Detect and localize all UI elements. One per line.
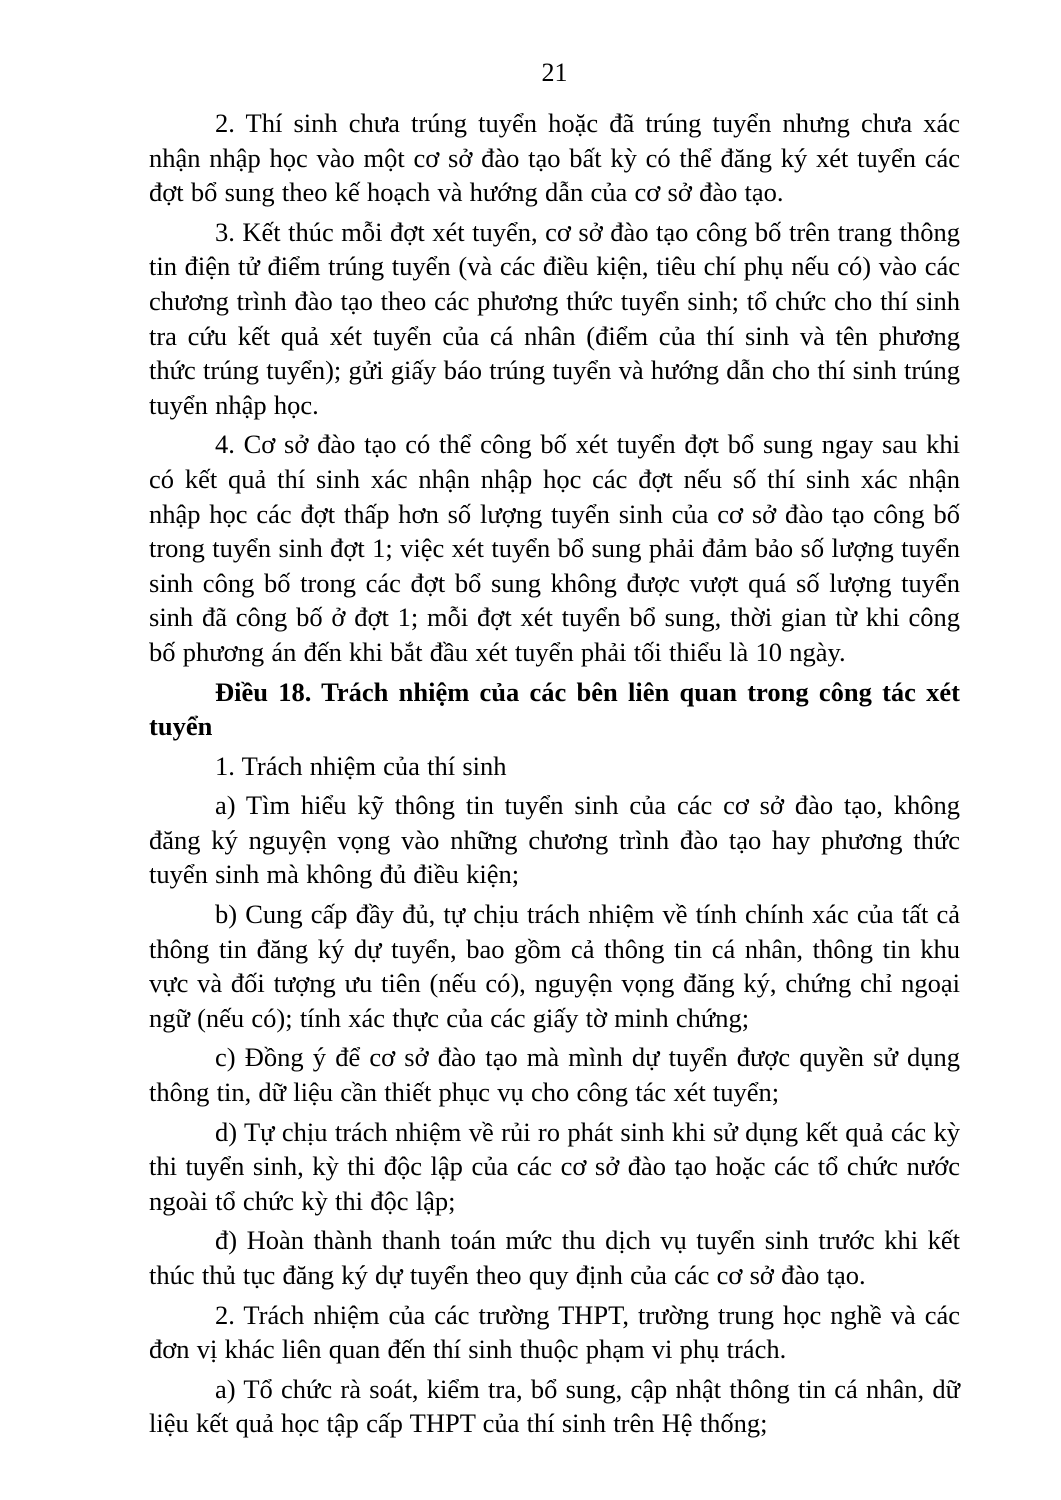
paragraph: a) Tổ chức rà soát, kiểm tra, bổ sung, cập nhật thông tin cá nhân, dữ liệu kết quả học tập cấp THPT của thí sinh trên Hệ thống; [149,1373,960,1439]
document-body [149,106,960,1441]
paragraph: c) Đồng ý để cơ sở đào tạo mà mình dự tuyển được quyền sử dụng thông tin, dữ liệu cần thiết phục vụ cho công tác xét tuyển; [149,1042,960,1108]
page-number: 21 [541,58,568,87]
paragraph: 4. Cơ sở đào tạo có thể công bố xét tuyển đợt bổ sung ngay sau khi có kết quả thí sinh xác nhận nhập học các đợt nếu số thí sinh xác nhận nhập học các đợt thấp hơn số lượng tuyển sinh của cơ sở đào tạo công bố trong tuyển sinh đợt 1; việc xét tuyển bổ sung phải đảm bảo số lượng tuyển sinh công bố trong các đợt bổ sung không được vượt quá số lượng tuyển sinh đã công bố ở đợt 1; mỗi đợt xét tuyển bổ sung, thời gian từ khi công bố phương án đến khi bắt đầu xét tuyển phải tối thiểu là 10 ngày. [149,429,960,667]
paragraph: đ) Hoàn thành thanh toán mức thu dịch vụ tuyển sinh trước khi kết thúc thủ tục đăng ký dự tuyển theo quy định của các cơ sở đào tạo. [149,1225,960,1290]
paragraph: 1. Trách nhiệm của thí sinh [215,750,507,781]
paragraph: b) Cung cấp đầy đủ, tự chịu trách nhiệm về tính chính xác của tất cả thông tin đăng ký dự tuyển, bao gồm cả thông tin cá nhân, thông tin khu vực và đối tượng ưu tiên (nếu có), nguyện vọng đăng ký, chứng chỉ ngoại ngữ (nếu có); tính xác thực của các giấy tờ minh chứng; [149,899,960,1033]
paragraph: 2. Trách nhiệm của các trường THPT, trường trung học nghề và các đơn vị khác liên quan đến thí sinh thuộc phạm vi phụ trách. [149,1299,960,1365]
paragraph: 2. Thí sinh chưa trúng tuyển hoặc đã trúng tuyển nhưng chưa xác nhận nhập học vào một cơ sở đào tạo bất kỳ có thể đăng ký xét tuyển các đợt bổ sung theo kế hoạch và hướng dẫn của cơ sở đào tạo. [149,108,960,208]
article-heading: Điều 18. Trách nhiệm của các bên liên quan trong công tác xét tuyển [149,676,960,742]
paragraph: 3. Kết thúc mỗi đợt xét tuyển, cơ sở đào tạo công bố trên trang thông tin điện tử điểm trúng tuyển (và các điều kiện, tiêu chí phụ nếu có) vào các chương trình đào tạo theo các phương thức tuyển sinh; tổ chức cho thí sinh tra cứu kết quả xét tuyển của cá nhân (điểm của thí sinh và tên phương thức trúng tuyển); gửi giấy báo trúng tuyển và hướng dẫn cho thí sinh trúng tuyển nhập học. [149,216,960,420]
paragraph: d) Tự chịu trách nhiệm về rủi ro phát sinh khi sử dụng kết quả các kỳ thi tuyển sinh, kỳ thi độc lập của các cơ sở đào tạo hoặc các tổ chức nước ngoài tổ chức kỳ thi độc lập; [149,1116,960,1216]
paragraph: a) Tìm hiểu kỹ thông tin tuyển sinh của các cơ sở đào tạo, không đăng ký nguyện vọng vào những chương trình đào tạo hay phương thức tuyển sinh mà không đủ điều kiện; [149,790,960,890]
